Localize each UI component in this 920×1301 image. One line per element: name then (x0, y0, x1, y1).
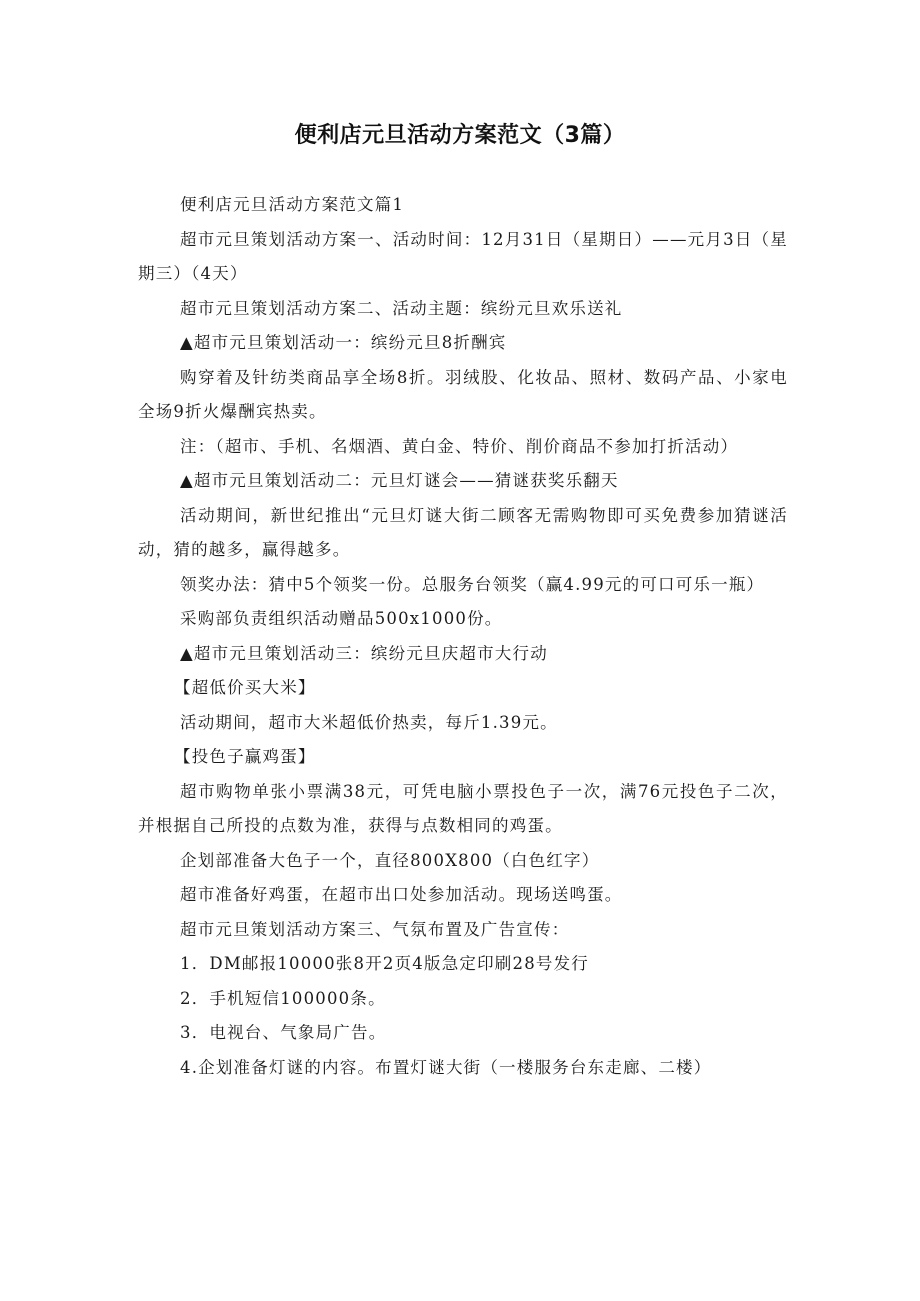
paragraph: 超市购物单张小票满38元，可凭电脑小票投色子一次，满76元投色子二次，并根据自己所投的点数为准，获得与点数相同的鸡蛋。 (138, 781, 788, 835)
section-heading: 【超低价买大米】 (174, 678, 316, 697)
paragraph: 采购部负责组织活动赠品500x1000份。 (180, 609, 503, 628)
paragraph: 超市准备好鸡蛋，在超市出口处参加活动。现场送鸣蛋。 (180, 885, 623, 904)
list-item: 3．电视台、气象局广告。 (180, 1023, 387, 1042)
paragraph: ▲超市元旦策划活动一：缤纷元旦8折酬宾 (180, 333, 507, 352)
paragraph: 便利店元旦活动方案范文篇1 (180, 195, 405, 214)
list-item: 1．DM邮报10000张8开2页4版急定印刷28号发行 (180, 954, 589, 973)
paragraph: 购穿着及针纺类商品享全场8折。羽绒股、化妆品、照材、数码产品、小家电全场9折火爆酬宾热卖。 (138, 367, 788, 421)
list-item: 4.企划准备灯谜的内容。布置灯谜大街（一楼服务台东走廊、二楼） (180, 1057, 712, 1077)
paragraph: 企划部准备大色子一个，直径800X800（白色红字） (180, 850, 600, 870)
list-item: 2．手机短信100000条。 (180, 988, 386, 1008)
paragraph: 活动期间，超市大米超低价热卖，每斤1.39元。 (180, 712, 558, 732)
paragraph: 超市元旦策划活动方案三、气氛布置及广告宣传： (180, 919, 570, 939)
paragraph: 超市元旦策划活动方案二、活动主题：缤纷元旦欢乐送礼 (180, 298, 623, 318)
paragraph: 活动期间，新世纪推出“元旦灯谜大街二顾客无需购物即可买免费参加猜谜活动，猜的越多，赢得越多。 (138, 505, 788, 559)
paragraph: ▲超市元旦策划活动二：元旦灯谜会——猜谜获奖乐翻天 (180, 471, 619, 490)
paragraph: 超市元旦策划活动方案一、活动时间：12月31日（星期日）——元月3日（星期三）（4天） (138, 229, 788, 283)
document-title: 便利店元旦活动方案范文（3篇） (294, 123, 626, 148)
paragraph: ▲超市元旦策划活动三：缤纷元旦庆超市大行动 (180, 643, 548, 663)
paragraph: 领奖办法：猜中5个领奖一份。总服务台领奖（赢4.99元的可口可乐一瓶） (180, 574, 765, 594)
paragraph: 注：（超市、手机、名烟酒、黄白金、特价、削价商品不参加打折活动） (180, 436, 739, 456)
section-heading: 【投色子赢鸡蛋】 (174, 747, 316, 766)
document-body (138, 188, 788, 1085)
